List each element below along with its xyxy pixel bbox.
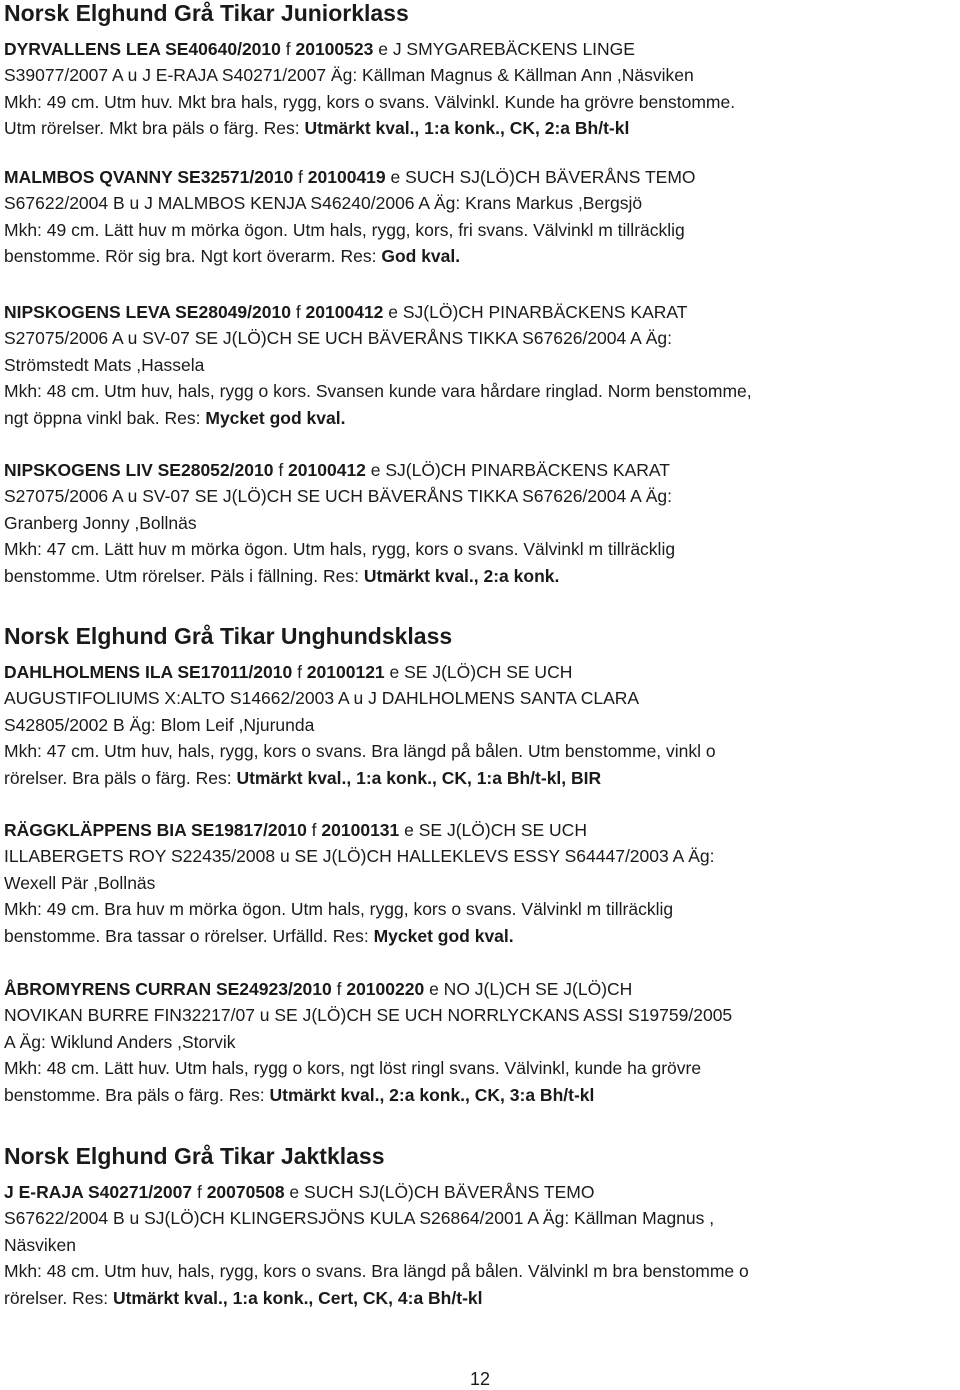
bold-text: 20070508 xyxy=(206,1182,285,1202)
text: Mkh: 49 cm. Lätt huv m mörka ögon. Utm hals, rygg, kors, fri svans. Välvinkl m tillräcklig xyxy=(4,219,685,240)
text: e SUCH SJ(LÖ)CH BÄVERÅNS TEMO xyxy=(385,167,696,187)
bold-text: MALMBOS QVANNY SE32571/2010 xyxy=(4,167,294,187)
text: Mkh: 48 cm. Utm huv, hals, rygg o kors. Svansen kunde vara hårdare ringlad. Norm benstomme, xyxy=(4,381,752,402)
entry-line xyxy=(4,536,675,562)
entry-line xyxy=(4,378,752,404)
entry-line xyxy=(4,738,716,764)
entry-line xyxy=(4,563,675,589)
text: benstomme. Bra päls o färg. Res: xyxy=(4,1084,270,1105)
text: rörelser. Bra päls o färg. Res: xyxy=(4,767,237,788)
text: S27075/2006 A u SV-07 SE J(LÖ)CH SE UCH BÄVERÅNS TIKKA S67626/2004 A Äg: xyxy=(4,486,672,507)
dog-entry xyxy=(4,457,675,589)
bold-text: 20100220 xyxy=(346,979,425,999)
entry-line xyxy=(4,217,696,243)
text: S67622/2004 B u SJ(LÖ)CH KLINGERSJÖNS KULA S26864/2001 A Äg: Källman Magnus , xyxy=(4,1208,715,1229)
dog-entry xyxy=(4,659,716,791)
entry-line xyxy=(4,1179,749,1205)
section-title: Norsk Elghund Grå Tikar Juniorklass xyxy=(4,0,409,26)
text: e SUCH SJ(LÖ)CH BÄVERÅNS TEMO xyxy=(284,1182,595,1202)
entry-line xyxy=(4,1029,732,1055)
bold-text: God kval. xyxy=(381,246,461,267)
bold-text: 20100121 xyxy=(306,662,385,682)
entry-line xyxy=(4,483,675,509)
text: f xyxy=(280,39,296,59)
entry-line xyxy=(4,457,675,483)
entry-line xyxy=(4,870,714,896)
bold-text: Mycket god kval. xyxy=(373,925,514,946)
dog-entry xyxy=(4,299,752,431)
dog-entry xyxy=(4,164,696,270)
text: f xyxy=(292,662,307,682)
text: Granberg Jonny ,Bollnäs xyxy=(4,512,197,533)
entry-line xyxy=(4,896,714,922)
text: f xyxy=(192,1182,207,1202)
text: f xyxy=(273,460,289,480)
bold-text: Utmärkt kval., 2:a konk. xyxy=(363,565,560,586)
text: S27075/2006 A u SV-07 SE J(LÖ)CH SE UCH BÄVERÅNS TIKKA S67626/2004 A Äg: xyxy=(4,328,672,349)
entry-line xyxy=(4,36,735,62)
bold-text: DYRVALLENS LEA SE40640/2010 xyxy=(4,39,281,59)
text: S39077/2007 A u J E-RAJA S40271/2007 Äg: Källman Magnus & Källman Ann ,Näsviken xyxy=(4,65,694,86)
entry-line xyxy=(4,299,752,325)
text: f xyxy=(293,167,308,187)
entry-line xyxy=(4,325,752,351)
entry-line xyxy=(4,712,716,738)
section-title: Norsk Elghund Grå Tikar Jaktklass xyxy=(4,1143,385,1169)
page-number: 12 xyxy=(469,1369,491,1389)
text: benstomme. Utm rörelser. Päls i fällning. Res: xyxy=(4,565,364,586)
bold-text: 20100412 xyxy=(305,302,384,322)
text: Mkh: 48 cm. Utm huv, hals, rygg, kors o svans. Bra längd på bålen. Välvinkl m bra benstomme o xyxy=(4,1261,749,1282)
text: benstomme. Rör sig bra. Ngt kort överarm. Res: xyxy=(4,246,382,267)
text: e SJ(LÖ)CH PINARBÄCKENS KARAT xyxy=(365,460,670,480)
section-title: Norsk Elghund Grå Tikar Unghundsklass xyxy=(4,623,453,649)
bold-text: RÄGGKLÄPPENS BIA SE19817/2010 xyxy=(4,820,307,840)
dog-entry xyxy=(4,36,735,142)
bold-text: 20100523 xyxy=(295,39,374,59)
text: e SE J(LÖ)CH SE UCH xyxy=(384,662,573,682)
entry-line xyxy=(4,1285,749,1311)
entry-line xyxy=(4,405,752,431)
bold-text: NIPSKOGENS LIV SE28052/2010 xyxy=(4,460,274,480)
bold-text: 20100419 xyxy=(307,167,386,187)
text: e SE J(LÖ)CH SE UCH xyxy=(399,820,587,840)
text: ILLABERGETS ROY S22435/2008 u SE J(LÖ)CH HALLEKLEVS ESSY S64447/2003 A Äg: xyxy=(4,846,715,867)
text: benstomme. Bra tassar o rörelser. Urfälld. Res: xyxy=(4,925,374,946)
bold-text: Utmärkt kval., 1:a konk., CK, 2:a Bh/t-kl xyxy=(304,118,630,139)
entry-line xyxy=(4,923,714,949)
text: Näsviken xyxy=(4,1234,76,1255)
bold-text: DAHLHOLMENS ILA SE17011/2010 xyxy=(4,662,293,682)
dog-entry xyxy=(4,817,714,949)
text: rörelser. Res: xyxy=(4,1287,113,1308)
entry-line xyxy=(4,115,735,141)
bold-text: 20100412 xyxy=(288,460,366,480)
text: f xyxy=(290,302,306,322)
bold-text: Utmärkt kval., 2:a konk., CK, 3:a Bh/t-kl xyxy=(269,1084,595,1105)
entry-line xyxy=(4,1055,732,1081)
entry-line xyxy=(4,1232,749,1258)
text: Mkh: 48 cm. Lätt huv. Utm hals, rygg o kors, ngt löst ringl svans. Välvinkl, kunde ha grövre xyxy=(4,1058,702,1079)
text: e NO J(L)CH SE J(LÖ)CH xyxy=(424,979,633,999)
entry-line xyxy=(4,164,696,190)
text: AUGUSTIFOLIUMS X:ALTO S14662/2003 A u J DAHLHOLMENS SANTA CLARA xyxy=(4,688,640,709)
text: NOVIKAN BURRE FIN32217/07 u SE J(LÖ)CH SE UCH NORRLYCKANS ASSI S19759/2005 xyxy=(4,1005,733,1026)
entry-line xyxy=(4,1082,732,1108)
bold-text: NIPSKOGENS LEVA SE28049/2010 xyxy=(4,302,291,322)
entry-line xyxy=(4,685,716,711)
text: Mkh: 49 cm. Utm huv. Mkt bra hals, rygg, kors o svans. Välvinkl. Kunde ha grövre benstomme. xyxy=(4,91,736,112)
entry-line xyxy=(4,190,696,216)
entry-line xyxy=(4,765,716,791)
text: Utm rörelser. Mkt bra päls o färg. Res: xyxy=(4,118,305,139)
entry-line xyxy=(4,62,735,88)
entry-line xyxy=(4,659,716,685)
bold-text: J E-RAJA S40271/2007 xyxy=(4,1182,193,1202)
entry-line xyxy=(4,89,735,115)
bold-text: ÅBROMYRENS CURRAN SE24923/2010 xyxy=(4,979,332,999)
bold-text: 20100131 xyxy=(321,820,400,840)
entry-line xyxy=(4,1258,749,1284)
entry-line xyxy=(4,817,714,843)
bold-text: Utmärkt kval., 1:a konk., Cert, CK, 4:a Bh/t-kl xyxy=(112,1287,483,1308)
entry-line xyxy=(4,1205,749,1231)
text: Mkh: 47 cm. Lätt huv m mörka ögon. Utm hals, rygg, kors o svans. Välvinkl m tillräcklig xyxy=(4,539,676,560)
text: Wexell Pär ,Bollnäs xyxy=(4,872,156,893)
bold-text: Mycket god kval. xyxy=(205,407,346,428)
entry-line xyxy=(4,1002,732,1028)
text: A Äg: Wiklund Anders ,Storvik xyxy=(4,1031,236,1052)
text: e SJ(LÖ)CH PINARBÄCKENS KARAT xyxy=(383,302,688,322)
dog-entry xyxy=(4,976,732,1108)
text: Strömstedt Mats ,Hassela xyxy=(4,354,205,375)
dog-entry xyxy=(4,1179,749,1311)
text: Mkh: 47 cm. Utm huv, hals, rygg, kors o svans. Bra längd på bålen. Utm benstomme, vinkl o xyxy=(4,741,716,762)
entry-line xyxy=(4,510,675,536)
text: ngt öppna vinkl bak. Res: xyxy=(4,407,206,428)
entry-line xyxy=(4,243,696,269)
entry-line xyxy=(4,843,714,869)
bold-text: Utmärkt kval., 1:a konk., CK, 1:a Bh/t-kl, BIR xyxy=(236,767,602,788)
text: Mkh: 49 cm. Bra huv m mörka ögon. Utm hals, rygg, kors o svans. Välvinkl m tillräcklig xyxy=(4,899,674,920)
text: S67622/2004 B u J MALMBOS KENJA S46240/2006 A Äg: Krans Markus ,Bergsjö xyxy=(4,193,643,214)
text: S42805/2002 B Äg: Blom Leif ,Njurunda xyxy=(4,714,315,735)
entry-line xyxy=(4,976,732,1002)
text: f xyxy=(331,979,347,999)
text: e J SMYGAREBÄCKENS LINGE xyxy=(373,39,635,59)
text: f xyxy=(306,820,322,840)
entry-line xyxy=(4,352,752,378)
